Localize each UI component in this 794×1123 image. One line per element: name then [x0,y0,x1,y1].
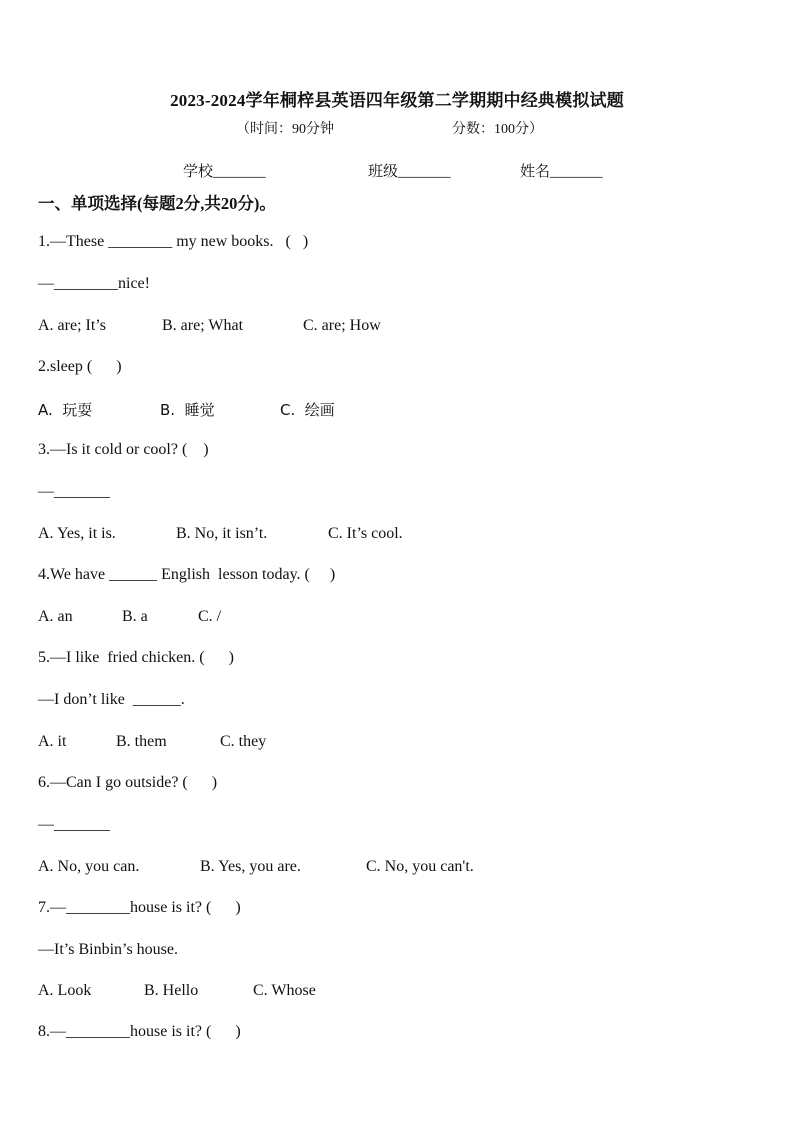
question-4-stem: 4.We have ______ English lesson today. ( ) [38,566,336,583]
question-7-option-c: C. Whose [253,982,316,999]
section-heading: 一、单项选择(每题2分,共20分)。 [38,194,276,213]
question-3-option-c: C. It’s cool. [328,525,403,542]
question-2-option-c: C. 绘画 [280,401,335,419]
question-1-reply: —________nice! [38,275,150,292]
question-1-option-a: A. are; It’s [38,317,106,334]
question-1-stem: 1.—These ________ my new books. ( ) [38,233,309,250]
question-5-stem: 5.—I like fried chicken. ( ) [38,649,234,666]
exam-time: （时间：90分钟 [236,122,334,137]
question-3-reply: —_______ [38,483,110,500]
question-2-option-a: A. 玩耍 [38,401,93,419]
question-1-option-c: C. are; How [303,317,381,334]
question-3-option-b: B. No, it isn’t. [176,525,268,542]
name-field: 姓名_______ [520,164,603,180]
question-6-option-b: B. Yes, you are. [200,858,301,875]
school-field: 学校_______ [183,164,266,180]
exam-title: 2023-2024学年桐梓县英语四年级第二学期期中经典模拟试题 [170,91,624,110]
question-8-stem: 8.—________house is it? ( ) [38,1023,241,1040]
question-3-stem: 3.—Is it cold or cool? ( ) [38,441,209,458]
question-5-option-c: C. they [220,733,267,750]
class-field: 班级_______ [368,164,451,180]
question-2-option-b: B. 睡觉 [160,401,215,419]
question-7-option-a: A. Look [38,982,92,999]
question-1-option-b: B. are; What [162,317,244,334]
question-6-reply: —_______ [38,816,110,833]
exam-score: 分数：100分） [452,122,543,137]
question-4-option-a: A. an [38,608,73,625]
question-5-option-b: B. them [116,733,167,750]
question-4-option-c: C. / [198,608,222,625]
question-5-reply: —I don’t like ______. [38,691,185,708]
question-7-stem: 7.—________house is it? ( ) [38,899,241,916]
question-4-option-b: B. a [122,608,148,625]
question-6-option-a: A. No, you can. [38,858,140,875]
question-5-option-a: A. it [38,733,67,750]
question-3-option-a: A. Yes, it is. [38,525,116,542]
question-6-stem: 6.—Can I go outside? ( ) [38,774,218,791]
question-6-option-c: C. No, you can't. [366,858,474,875]
question-7-option-b: B. Hello [144,982,199,999]
question-7-reply: —It’s Binbin’s house. [38,941,179,958]
question-2-stem: 2.sleep ( ) [38,358,122,375]
